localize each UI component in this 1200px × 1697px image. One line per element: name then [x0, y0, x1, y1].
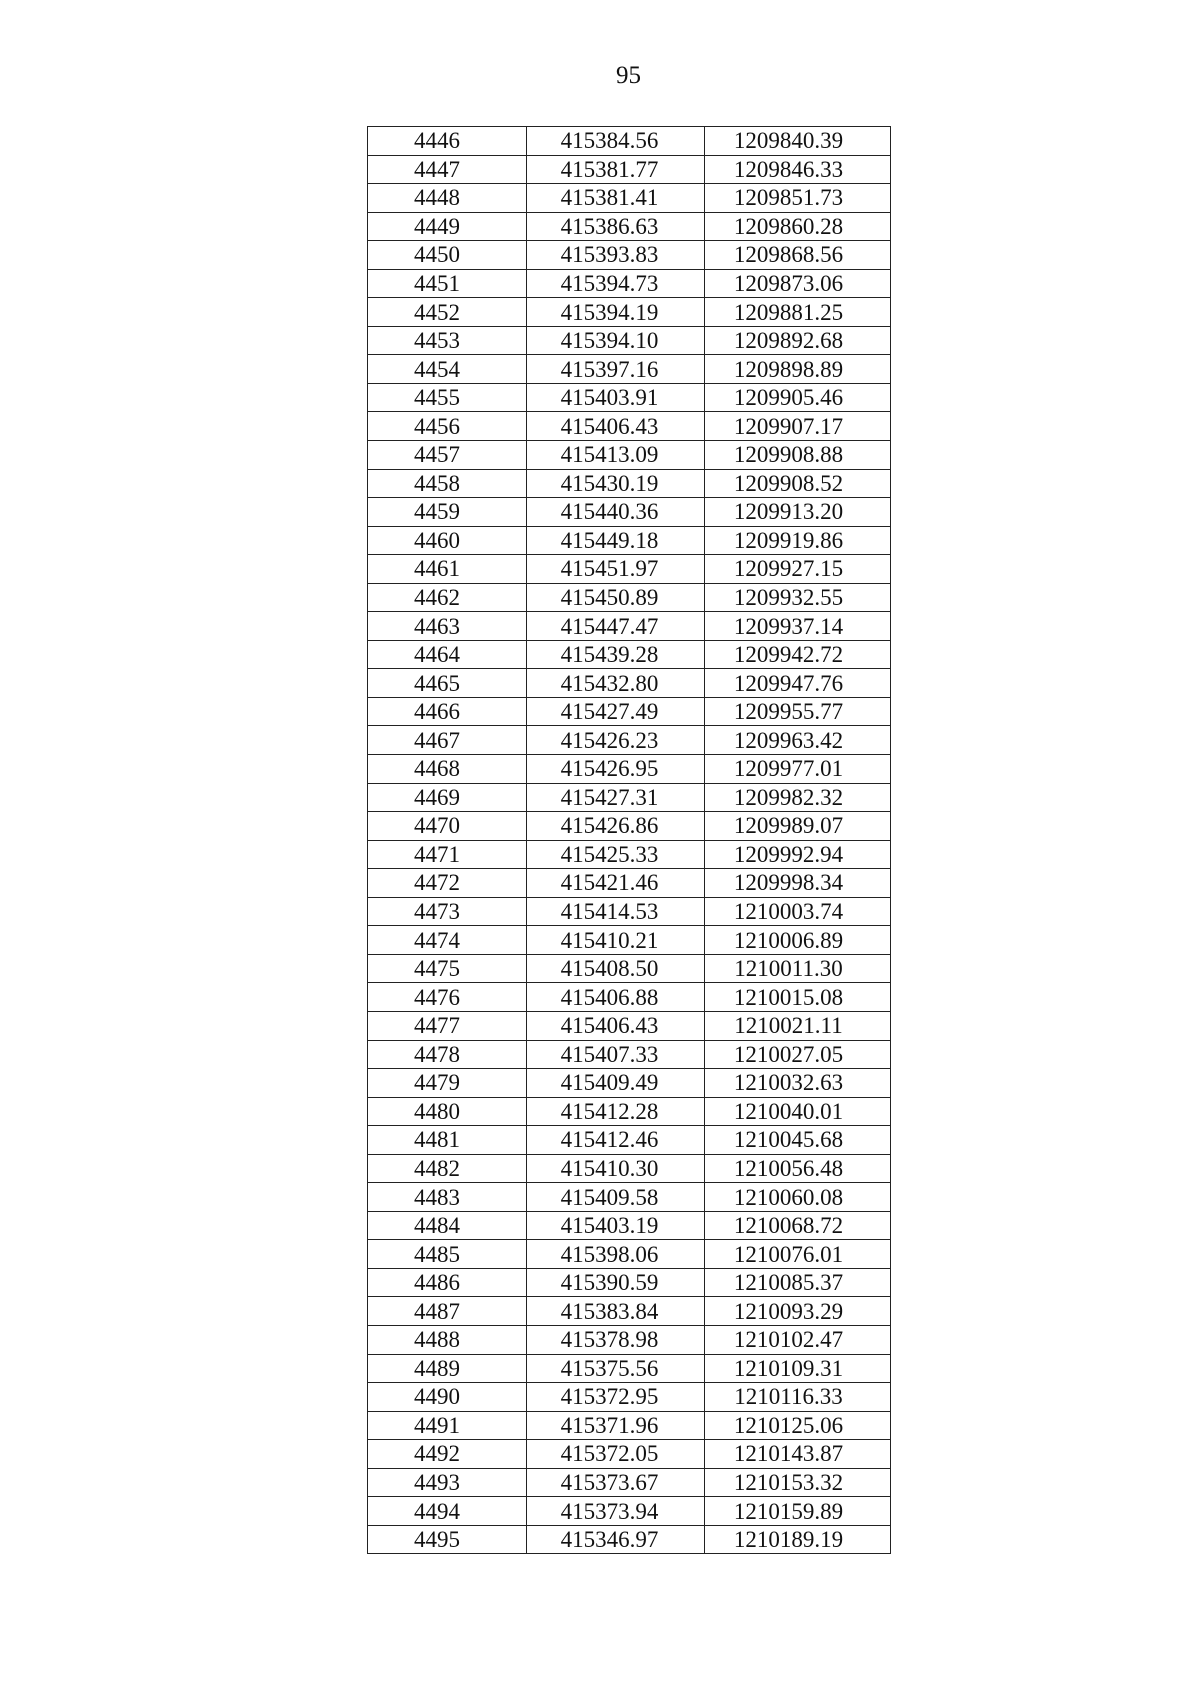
x-coordinate-cell: 415372.05 — [527, 1440, 705, 1469]
point-number-cell: 4457 — [368, 441, 527, 470]
y-coordinate-cell: 1209840.39 — [705, 127, 891, 156]
point-number-cell: 4450 — [368, 241, 527, 270]
point-number-cell: 4462 — [368, 583, 527, 612]
table-row — [368, 1211, 891, 1240]
point-number-cell: 4458 — [368, 469, 527, 498]
x-coordinate-cell: 415381.77 — [527, 155, 705, 184]
y-coordinate-cell: 1209905.46 — [705, 383, 891, 412]
point-number-cell: 4478 — [368, 1040, 527, 1069]
page-number: 95 — [616, 62, 641, 89]
point-number-cell: 4476 — [368, 983, 527, 1012]
table-row — [368, 1126, 891, 1155]
table-row — [368, 983, 891, 1012]
point-number-cell: 4480 — [368, 1097, 527, 1126]
point-number-cell: 4485 — [368, 1240, 527, 1269]
point-number-cell: 4461 — [368, 555, 527, 584]
y-coordinate-cell: 1209992.94 — [705, 840, 891, 869]
x-coordinate-cell: 415386.63 — [527, 212, 705, 241]
y-coordinate-cell: 1209982.32 — [705, 783, 891, 812]
table-row — [368, 355, 891, 384]
y-coordinate-cell: 1210085.37 — [705, 1268, 891, 1297]
y-coordinate-cell: 1209947.76 — [705, 669, 891, 698]
y-coordinate-cell: 1210060.08 — [705, 1183, 891, 1212]
point-number-cell: 4474 — [368, 926, 527, 955]
point-number-cell: 4477 — [368, 1011, 527, 1040]
y-coordinate-cell: 1210056.48 — [705, 1154, 891, 1183]
table-row — [368, 1183, 891, 1212]
x-coordinate-cell: 415403.91 — [527, 383, 705, 412]
table-row — [368, 583, 891, 612]
y-coordinate-cell: 1209868.56 — [705, 241, 891, 270]
x-coordinate-cell: 415412.28 — [527, 1097, 705, 1126]
table-row — [368, 298, 891, 327]
x-coordinate-cell: 415427.31 — [527, 783, 705, 812]
x-coordinate-cell: 415372.95 — [527, 1383, 705, 1412]
y-coordinate-cell: 1210153.32 — [705, 1468, 891, 1497]
point-number-cell: 4467 — [368, 726, 527, 755]
point-number-cell: 4456 — [368, 412, 527, 441]
point-number-cell: 4453 — [368, 326, 527, 355]
table-row — [368, 383, 891, 412]
point-number-cell: 4482 — [368, 1154, 527, 1183]
x-coordinate-cell: 415432.80 — [527, 669, 705, 698]
y-coordinate-cell: 1209932.55 — [705, 583, 891, 612]
y-coordinate-cell: 1209898.89 — [705, 355, 891, 384]
x-coordinate-cell: 415397.16 — [527, 355, 705, 384]
x-coordinate-cell: 415383.84 — [527, 1297, 705, 1326]
table-row — [368, 526, 891, 555]
x-coordinate-cell: 415410.30 — [527, 1154, 705, 1183]
y-coordinate-cell: 1210189.19 — [705, 1525, 891, 1554]
point-number-cell: 4481 — [368, 1126, 527, 1155]
y-coordinate-cell: 1210093.29 — [705, 1297, 891, 1326]
y-coordinate-cell: 1210125.06 — [705, 1411, 891, 1440]
x-coordinate-cell: 415373.67 — [527, 1468, 705, 1497]
y-coordinate-cell: 1209860.28 — [705, 212, 891, 241]
table-row — [368, 1440, 891, 1469]
point-number-cell: 4446 — [368, 127, 527, 156]
table-row — [368, 326, 891, 355]
x-coordinate-cell: 415408.50 — [527, 954, 705, 983]
x-coordinate-cell: 415378.98 — [527, 1325, 705, 1354]
table-row — [368, 755, 891, 784]
point-number-cell: 4487 — [368, 1297, 527, 1326]
table-row — [368, 1097, 891, 1126]
point-number-cell: 4471 — [368, 840, 527, 869]
point-number-cell: 4475 — [368, 954, 527, 983]
table-row — [368, 1354, 891, 1383]
y-coordinate-cell: 1209907.17 — [705, 412, 891, 441]
y-coordinate-cell: 1209998.34 — [705, 869, 891, 898]
point-number-cell: 4459 — [368, 498, 527, 527]
point-number-cell: 4472 — [368, 869, 527, 898]
table-row — [368, 869, 891, 898]
point-number-cell: 4479 — [368, 1069, 527, 1098]
point-number-cell: 4448 — [368, 184, 527, 213]
point-number-cell: 4491 — [368, 1411, 527, 1440]
table-row — [368, 412, 891, 441]
x-coordinate-cell: 415427.49 — [527, 697, 705, 726]
table-row — [368, 812, 891, 841]
y-coordinate-cell: 1210102.47 — [705, 1325, 891, 1354]
table-row — [368, 184, 891, 213]
x-coordinate-cell: 415384.56 — [527, 127, 705, 156]
x-coordinate-cell: 415407.33 — [527, 1040, 705, 1069]
x-coordinate-cell: 415414.53 — [527, 897, 705, 926]
point-number-cell: 4490 — [368, 1383, 527, 1412]
table-row — [368, 1383, 891, 1412]
x-coordinate-cell: 415447.47 — [527, 612, 705, 641]
x-coordinate-cell: 415409.49 — [527, 1069, 705, 1098]
point-number-cell: 4494 — [368, 1497, 527, 1526]
y-coordinate-cell: 1209892.68 — [705, 326, 891, 355]
point-number-cell: 4484 — [368, 1211, 527, 1240]
table-row — [368, 1525, 891, 1554]
y-coordinate-cell: 1209913.20 — [705, 498, 891, 527]
table-row — [368, 441, 891, 470]
table-row — [368, 1411, 891, 1440]
y-coordinate-cell: 1210040.01 — [705, 1097, 891, 1126]
x-coordinate-cell: 415375.56 — [527, 1354, 705, 1383]
x-coordinate-cell: 415381.41 — [527, 184, 705, 213]
x-coordinate-cell: 415398.06 — [527, 1240, 705, 1269]
x-coordinate-cell: 415412.46 — [527, 1126, 705, 1155]
point-number-cell: 4463 — [368, 612, 527, 641]
y-coordinate-cell: 1210109.31 — [705, 1354, 891, 1383]
y-coordinate-cell: 1210006.89 — [705, 926, 891, 955]
table-row — [368, 1297, 891, 1326]
y-coordinate-cell: 1209942.72 — [705, 640, 891, 669]
y-coordinate-cell: 1209963.42 — [705, 726, 891, 755]
table-row — [368, 669, 891, 698]
point-number-cell: 4468 — [368, 755, 527, 784]
x-coordinate-cell: 415421.46 — [527, 869, 705, 898]
point-number-cell: 4473 — [368, 897, 527, 926]
point-number-cell: 4495 — [368, 1525, 527, 1554]
y-coordinate-cell: 1209977.01 — [705, 755, 891, 784]
table-row — [368, 640, 891, 669]
table-row — [368, 1268, 891, 1297]
point-number-cell: 4488 — [368, 1325, 527, 1354]
x-coordinate-cell: 415394.10 — [527, 326, 705, 355]
x-coordinate-cell: 415449.18 — [527, 526, 705, 555]
x-coordinate-cell: 415426.86 — [527, 812, 705, 841]
table-row — [368, 241, 891, 270]
y-coordinate-cell: 1210045.68 — [705, 1126, 891, 1155]
y-coordinate-cell: 1209937.14 — [705, 612, 891, 641]
point-number-cell: 4451 — [368, 269, 527, 298]
point-number-cell: 4483 — [368, 1183, 527, 1212]
point-number-cell: 4464 — [368, 640, 527, 669]
x-coordinate-cell: 415346.97 — [527, 1525, 705, 1554]
y-coordinate-cell: 1209989.07 — [705, 812, 891, 841]
x-coordinate-cell: 415439.28 — [527, 640, 705, 669]
table-row — [368, 1069, 891, 1098]
y-coordinate-cell: 1210021.11 — [705, 1011, 891, 1040]
y-coordinate-cell: 1210116.33 — [705, 1383, 891, 1412]
point-number-cell: 4449 — [368, 212, 527, 241]
x-coordinate-cell: 415430.19 — [527, 469, 705, 498]
x-coordinate-cell: 415413.09 — [527, 441, 705, 470]
point-number-cell: 4493 — [368, 1468, 527, 1497]
x-coordinate-cell: 415390.59 — [527, 1268, 705, 1297]
x-coordinate-cell: 415426.23 — [527, 726, 705, 755]
table-row — [368, 1497, 891, 1526]
table-row — [368, 697, 891, 726]
x-coordinate-cell: 415403.19 — [527, 1211, 705, 1240]
x-coordinate-cell: 415426.95 — [527, 755, 705, 784]
x-coordinate-cell: 415393.83 — [527, 241, 705, 270]
point-number-cell: 4486 — [368, 1268, 527, 1297]
y-coordinate-cell: 1210032.63 — [705, 1069, 891, 1098]
y-coordinate-cell: 1209908.52 — [705, 469, 891, 498]
x-coordinate-cell: 415394.19 — [527, 298, 705, 327]
coordinates-table-body — [368, 127, 891, 1554]
x-coordinate-cell: 415406.88 — [527, 983, 705, 1012]
point-number-cell: 4452 — [368, 298, 527, 327]
table-row — [368, 498, 891, 527]
point-number-cell: 4455 — [368, 383, 527, 412]
table-row — [368, 555, 891, 584]
y-coordinate-cell: 1210143.87 — [705, 1440, 891, 1469]
table-row — [368, 1468, 891, 1497]
x-coordinate-cell: 415394.73 — [527, 269, 705, 298]
coordinates-table — [367, 126, 891, 1554]
table-row — [368, 897, 891, 926]
point-number-cell: 4489 — [368, 1354, 527, 1383]
x-coordinate-cell: 415406.43 — [527, 1011, 705, 1040]
y-coordinate-cell: 1210015.08 — [705, 983, 891, 1012]
y-coordinate-cell: 1209873.06 — [705, 269, 891, 298]
x-coordinate-cell: 415450.89 — [527, 583, 705, 612]
x-coordinate-cell: 415425.33 — [527, 840, 705, 869]
y-coordinate-cell: 1210011.30 — [705, 954, 891, 983]
table-row — [368, 469, 891, 498]
y-coordinate-cell: 1209851.73 — [705, 184, 891, 213]
y-coordinate-cell: 1210003.74 — [705, 897, 891, 926]
table-row — [368, 127, 891, 156]
y-coordinate-cell: 1209919.86 — [705, 526, 891, 555]
y-coordinate-cell: 1209927.15 — [705, 555, 891, 584]
table-row — [368, 954, 891, 983]
table-row — [368, 840, 891, 869]
point-number-cell: 4469 — [368, 783, 527, 812]
table-row — [368, 783, 891, 812]
point-number-cell: 4470 — [368, 812, 527, 841]
table-row — [368, 1040, 891, 1069]
x-coordinate-cell: 415371.96 — [527, 1411, 705, 1440]
y-coordinate-cell: 1209881.25 — [705, 298, 891, 327]
table-row — [368, 1011, 891, 1040]
y-coordinate-cell: 1209846.33 — [705, 155, 891, 184]
y-coordinate-cell: 1210027.05 — [705, 1040, 891, 1069]
table-row — [368, 612, 891, 641]
x-coordinate-cell: 415373.94 — [527, 1497, 705, 1526]
point-number-cell: 4492 — [368, 1440, 527, 1469]
y-coordinate-cell: 1209908.88 — [705, 441, 891, 470]
table-row — [368, 1240, 891, 1269]
x-coordinate-cell: 415451.97 — [527, 555, 705, 584]
x-coordinate-cell: 415440.36 — [527, 498, 705, 527]
x-coordinate-cell: 415409.58 — [527, 1183, 705, 1212]
table-row — [368, 212, 891, 241]
point-number-cell: 4460 — [368, 526, 527, 555]
table-row — [368, 726, 891, 755]
x-coordinate-cell: 415406.43 — [527, 412, 705, 441]
table-row — [368, 1154, 891, 1183]
point-number-cell: 4454 — [368, 355, 527, 384]
y-coordinate-cell: 1210076.01 — [705, 1240, 891, 1269]
table-row — [368, 1325, 891, 1354]
y-coordinate-cell: 1210068.72 — [705, 1211, 891, 1240]
table-row — [368, 269, 891, 298]
point-number-cell: 4465 — [368, 669, 527, 698]
y-coordinate-cell: 1210159.89 — [705, 1497, 891, 1526]
x-coordinate-cell: 415410.21 — [527, 926, 705, 955]
table-row — [368, 155, 891, 184]
point-number-cell: 4466 — [368, 697, 527, 726]
table-row — [368, 926, 891, 955]
y-coordinate-cell: 1209955.77 — [705, 697, 891, 726]
point-number-cell: 4447 — [368, 155, 527, 184]
